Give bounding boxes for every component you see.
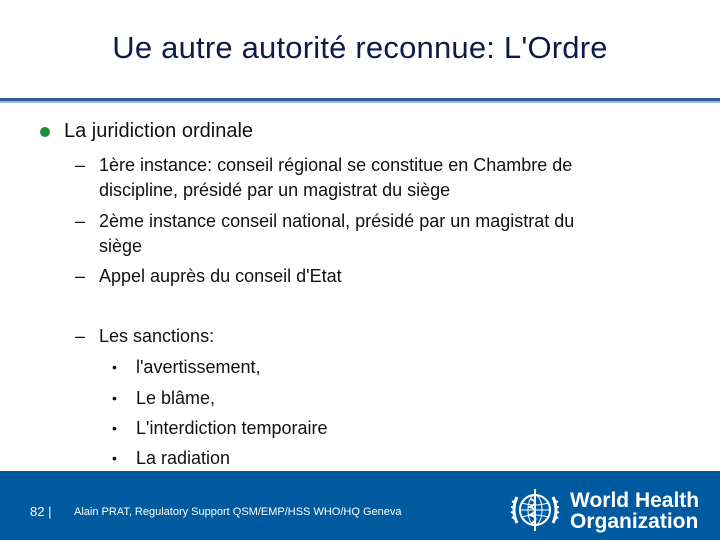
bullet-item-text: 1ère instance: conseil régional se constitue en Chambre de xyxy=(99,155,573,175)
slide-title: Ue autre autorité reconnue: L'Ordre xyxy=(112,30,608,65)
footer-bar xyxy=(0,471,720,540)
footer-credit: Alain PRAT, Regulatory Support QSM/EMP/HSS WHO/HQ Geneva xyxy=(74,506,402,518)
who-logo-line2: Organization xyxy=(570,510,699,533)
sanction-item-text: Le blâme, xyxy=(136,388,216,408)
bullet-item-text: discipline, présidé par un magistrat du siège xyxy=(99,180,451,200)
dash-icon: – xyxy=(75,211,86,231)
who-emblem-icon xyxy=(508,483,562,537)
sanction-item-text: La radiation xyxy=(136,448,231,468)
dash-icon: – xyxy=(75,155,86,175)
dash-icon: – xyxy=(75,326,86,346)
bullet-icon: • xyxy=(112,420,117,436)
bullet-icon: • xyxy=(112,450,117,466)
who-logo-line1: World Health xyxy=(570,489,700,512)
sanction-item-text: l'avertissement, xyxy=(136,357,261,377)
dash-icon: – xyxy=(75,266,86,286)
page-number: 82 | xyxy=(30,504,52,519)
bullet-icon: • xyxy=(112,359,117,375)
who-logo xyxy=(508,483,708,537)
green-dot-icon xyxy=(40,127,50,137)
bullet-item-text: Appel auprès du conseil d'Etat xyxy=(99,266,342,286)
sanction-item-text: L'interdiction temporaire xyxy=(136,418,328,438)
bullet-item-text: 2ème instance conseil national, présidé par un magistrat du xyxy=(99,211,575,231)
bullet-icon: • xyxy=(112,390,117,406)
bullet-item-text: siège xyxy=(99,236,143,256)
bullet-level1-text: La juridiction ordinale xyxy=(64,120,254,142)
bullet-item-text: Les sanctions: xyxy=(99,326,215,346)
